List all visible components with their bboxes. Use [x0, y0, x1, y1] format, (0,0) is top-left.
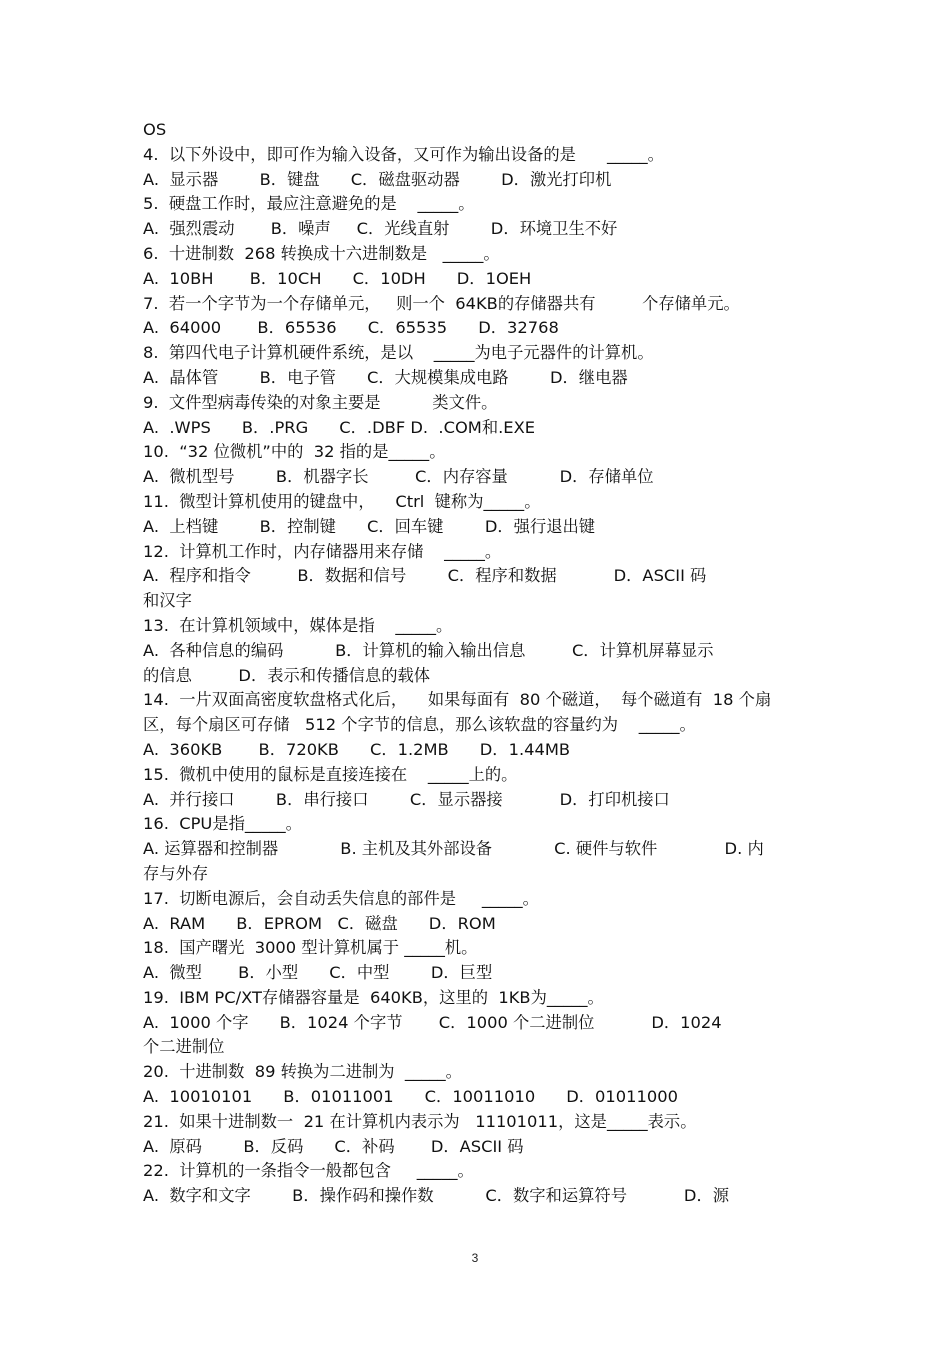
text-line: A. 1000 个字 B．1024 个字节 C．1000 个二进制位 D．1024: [143, 1012, 722, 1032]
text-line: A. 程序和指令 B．数据和信号 C．程序和数据 D．ASCII 码: [143, 566, 707, 586]
text-line: A. 微机型号 B．机器字长 C．内存容量 D．存储单位: [143, 467, 654, 487]
text-line: 和汉字: [143, 591, 192, 611]
text-line: A. 10010101 B．01011001 C．10011010 D．01011000: [143, 1087, 678, 1107]
text-line: A. 10BH B．10CH C．10DH D．1OEH: [143, 268, 532, 288]
text-line: 存与外存: [143, 863, 209, 883]
text-line: 7. 若一个字节为一个存储单元， 则一个 64KB的存储器共有 个存储单元。: [143, 293, 740, 313]
text-line: 5. 硬盘工作时，最应注意避免的是 _____。: [143, 194, 475, 214]
text-line: A. 并行接口 B．串行接口 C．显示器接 D．打印机接口: [143, 789, 670, 809]
text-line: A. 数字和文字 B．操作码和操作数 C．数字和运算符号 D．源: [143, 1186, 730, 1206]
text-line: 13. 在计算机领域中，媒体是指 _____。: [143, 615, 453, 635]
text-line: 个二进制位: [143, 1037, 225, 1057]
text-line: A. RAM B．EPROM C．磁盘 D．ROM: [143, 913, 496, 933]
text-line: 15. 微机中使用的鼠标是直接连接在 _____上的。: [143, 764, 518, 784]
text-line: 21. 如果十进制数一 21 在计算机内表示为 11101011，这是_____表示。: [143, 1111, 697, 1131]
text-line: 8. 第四代电子计算机硬件系统，是以 _____为电子元器件的计算机。: [143, 343, 654, 363]
text-line: A. 强烈震动 B．噪声 C．光线直射 D．环境卫生不好: [143, 219, 618, 239]
text-line: 区，每个扇区可存储 512 个字节的信息，那么该软盘的容量约为 _____。: [143, 715, 696, 735]
text-line: 6. 十进制数 268 转换成十六进制数是 _____。: [143, 243, 500, 263]
text-line: A. 360KB B．720KB C．1.2MB D．1.44MB: [143, 739, 571, 759]
text-line: A. 原码 B．反码 C．补码 D．ASCII 码: [143, 1136, 524, 1156]
text-line: A. 微型 B．小型 C．中型 D．巨型: [143, 963, 493, 983]
text-line: 16. CPU是指_____。: [143, 814, 302, 834]
text-line: A. 运算器和控制器 B. 主机及其外部设备 C. 硬件与软件 D. 内: [143, 839, 764, 859]
text-line: A. 各种信息的编码 B．计算机的输入输出信息 C．计算机屏幕显示: [143, 640, 714, 660]
text-line: 22. 计算机的一条指令一般都包含 _____。: [143, 1161, 474, 1181]
text-line: 12. 计算机工作时，内存储器用来存储 _____。: [143, 541, 502, 561]
text-line: A. 上档键 B．控制键 C．回车键 D．强行退出键: [143, 516, 596, 536]
text-line: A. .WPS B．.PRG C．.DBF D. .COM和.EXE: [143, 417, 536, 437]
text-line: 18. 国产曙光 3000 型计算机属于 _____机。: [143, 938, 478, 958]
question-text-block: [143, 118, 813, 1209]
text-line: 9. 文件型病毒传染的对象主要是 类文件。: [143, 392, 498, 412]
text-line: 19. IBM PC/XT存储器容量是 640KB，这里的 1KB为_____。: [143, 987, 604, 1007]
page-number: 3: [471, 1251, 479, 1265]
text-line: OS: [143, 120, 167, 139]
text-line: A. 显示器 B．键盘 C．磁盘驱动器 D．激光打印机: [143, 169, 612, 189]
text-line: 11. 微型计算机使用的键盘中， Ctrl 键称为_____。: [143, 491, 541, 511]
text-line: 10. “32 位微机”中的 32 指的是_____。: [143, 442, 446, 462]
text-line: 20. 十进制数 89 转换为二进制为 _____。: [143, 1062, 462, 1082]
text-line: 14. 一片双面高密度软盘格式化后， 如果每面有 80 个磁道， 每个磁道有 18 个扇: [143, 690, 772, 710]
text-line: A. 64000 B．65536 C．65535 D．32768: [143, 318, 559, 338]
text-line: 17. 切断电源后，会自动丢失信息的部件是 _____。: [143, 888, 539, 908]
text-line: 的信息 D．表示和传播信息的载体: [143, 665, 431, 685]
text-line: 4. 以下外设中，即可作为输入设备，又可作为输出设备的是 _____。: [143, 144, 664, 164]
text-line: A. 晶体管 B．电子管 C．大规模集成电路 D．继电器: [143, 367, 628, 387]
